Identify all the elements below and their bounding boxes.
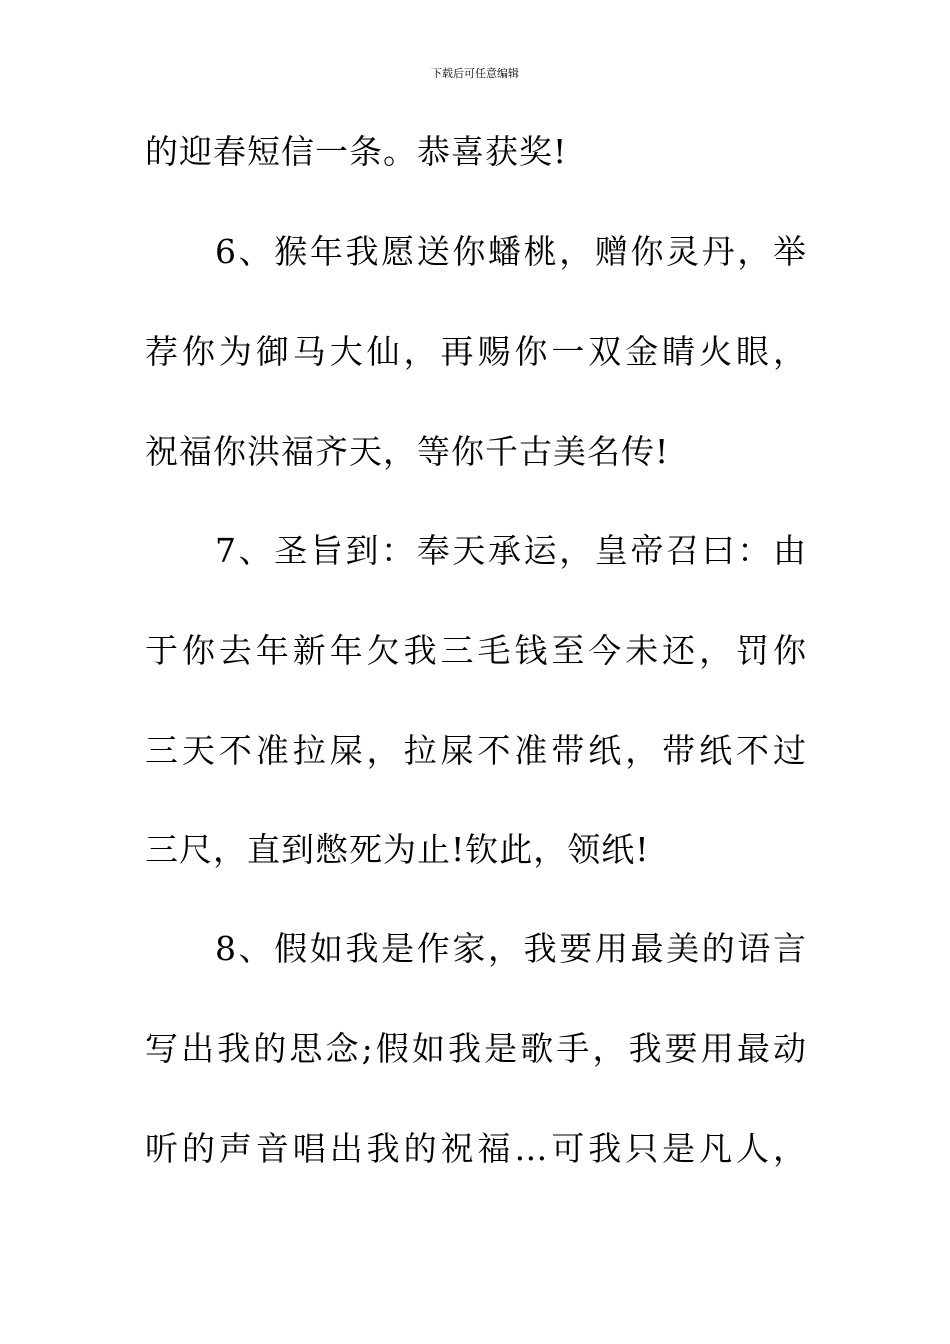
text-line: 的迎春短信一条。恭喜获奖!	[145, 132, 568, 171]
page-header: 下载后可任意编辑	[431, 67, 519, 80]
text-line: 8、假如我是作家，我要用最美的语言	[215, 929, 807, 968]
text-line: 7、圣旨到：奉天承运，皇帝召曰：由	[215, 531, 807, 570]
text-line: 于你去年新年欠我三毛钱至今未还，罚你	[145, 631, 807, 670]
text-line: 祝福你洪福齐天，等你千古美名传!	[145, 432, 670, 471]
text-line: 荐你为御马大仙，再赐你一双金睛火眼，	[145, 332, 807, 371]
text-line: 三尺，直到憋死为止!钦此，领纸!	[145, 830, 650, 869]
text-line: 写出我的思念;假如我是歌手，我要用最动	[145, 1029, 807, 1068]
text-line: 6、猴年我愿送你蟠桃，赠你灵丹，举	[215, 232, 807, 271]
text-line: 三天不准拉屎，拉屎不准带纸，带纸不过	[145, 731, 807, 770]
text-line: 听的声音唱出我的祝福…可我只是凡人，	[145, 1129, 807, 1168]
